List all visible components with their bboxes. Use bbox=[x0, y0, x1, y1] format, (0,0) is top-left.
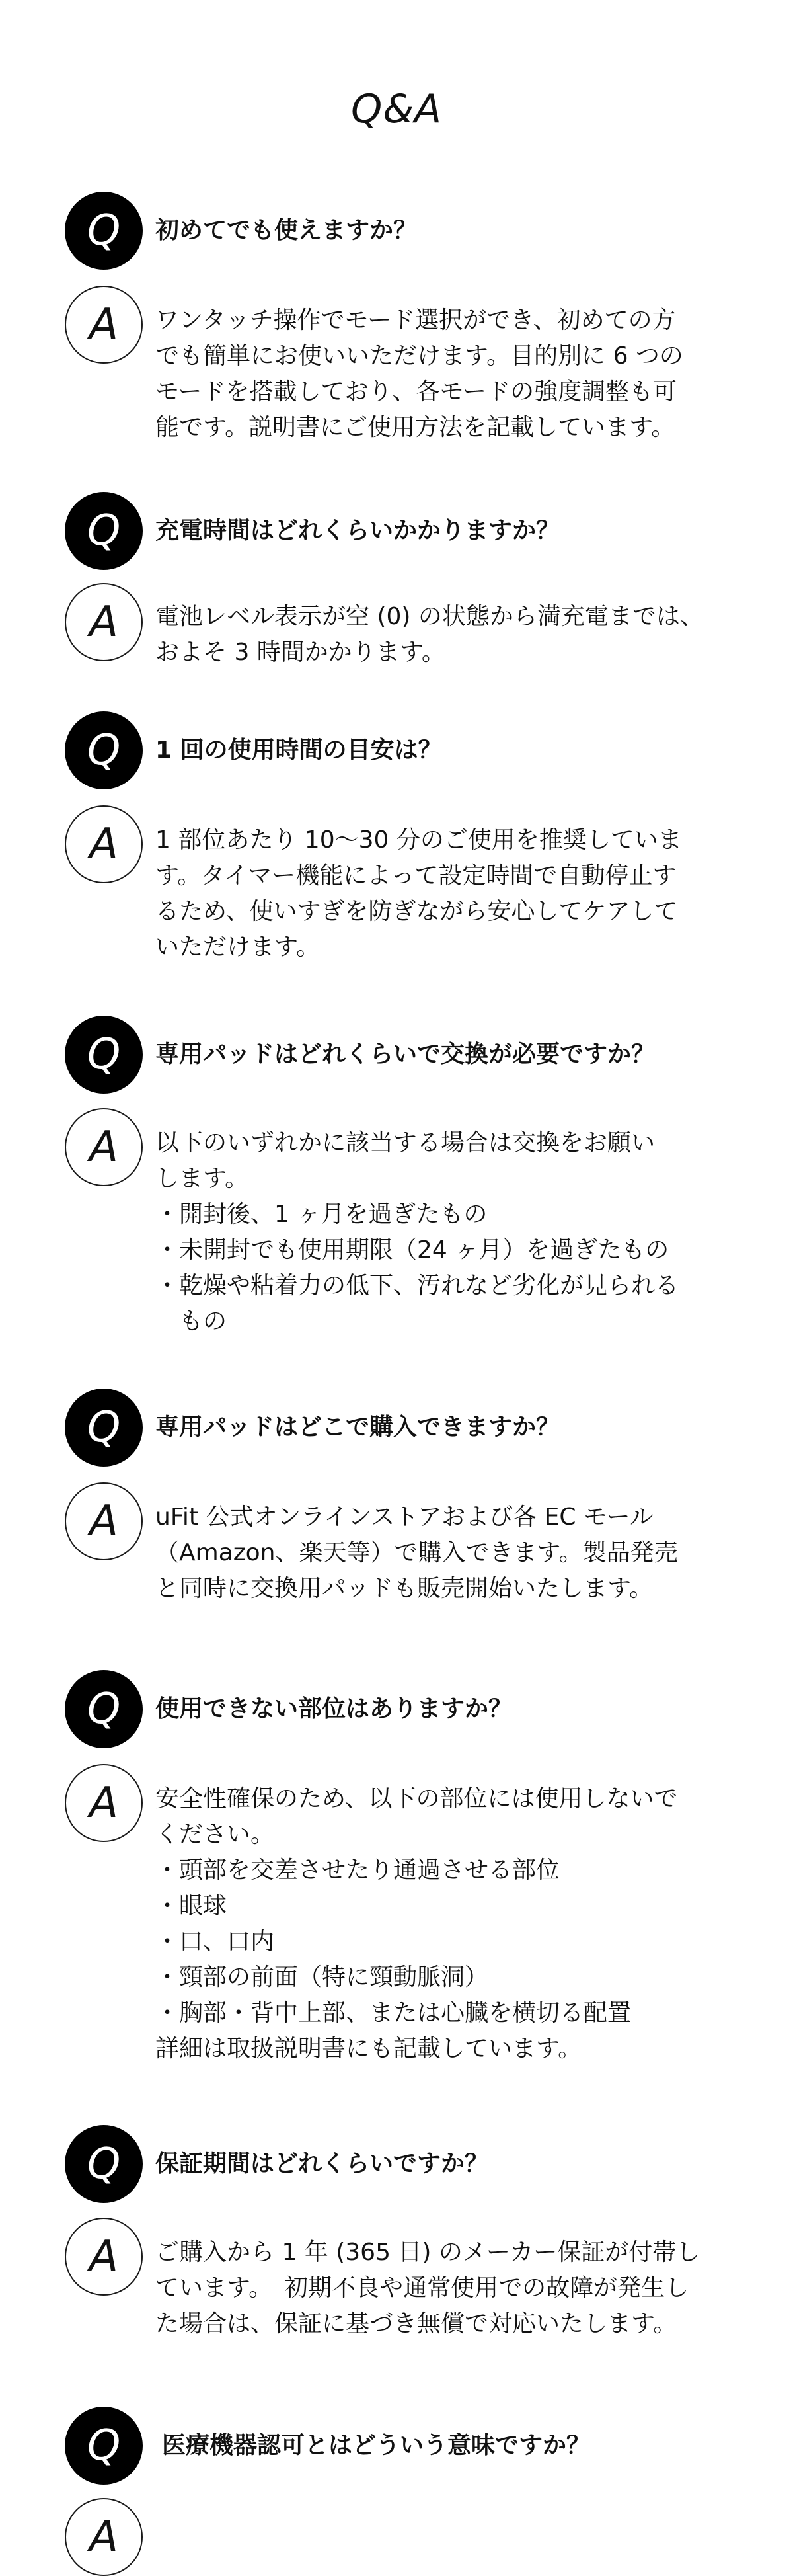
question-badge: Q bbox=[65, 1670, 143, 1748]
answer-text bbox=[155, 823, 750, 965]
question-text: 保証期間はどれくらいですか？ bbox=[155, 2150, 489, 2177]
answer-line: およそ 3 時間かかります。 bbox=[155, 639, 445, 666]
answer-line: るため、使いすぎを防ぎながら安心してケアして bbox=[155, 898, 678, 925]
question-badge: Q bbox=[65, 492, 143, 570]
question-text: 使用できない部位はありますか？ bbox=[155, 1695, 513, 1722]
answer-badge: A bbox=[65, 1482, 143, 1560]
answer-line: uFit 公式オンラインストアおよび各 EC モール bbox=[155, 1504, 654, 1531]
question-text: 初めてでも使えますか？ bbox=[155, 217, 418, 244]
question-badge: Q bbox=[65, 2125, 143, 2203]
answer-line: 電池レベル表示が空 (0) の状態から満充電までは、 bbox=[155, 603, 704, 630]
answer-line: （Amazon、楽天等）で購入できます。製品発売 bbox=[155, 1539, 678, 1566]
answer-line: た場合は、保証に基づき無償で対応いたします。 bbox=[155, 2310, 677, 2337]
question-badge: Q bbox=[65, 711, 143, 789]
question-badge: Q bbox=[65, 192, 143, 270]
answer-line: ご購入から 1 年 (365 日) のメーカー保証が付帯し bbox=[155, 2239, 700, 2266]
answer-badge: A bbox=[65, 1764, 143, 1842]
answer-text bbox=[155, 1500, 750, 1607]
answer-badge: A bbox=[65, 2498, 143, 2576]
answer-line: す。タイマー機能によって設定時間で自動停止す bbox=[155, 862, 677, 889]
answer-line: ・胸部・背中上部、または心臓を横切る配置 bbox=[155, 1999, 632, 2027]
answer-badge: A bbox=[65, 286, 143, 364]
answer-line: ワンタッチ操作でモード選択ができ、初めての方 bbox=[155, 307, 676, 334]
answer-line: 詳細は取扱説明書にも記載しています。 bbox=[155, 2035, 582, 2062]
answer-text bbox=[155, 1781, 750, 2067]
answer-line: ・眼球 bbox=[155, 1892, 227, 1919]
question-text: 医療機器認可とはどういう意味ですか？ bbox=[162, 2432, 591, 2459]
answer-line: ください。 bbox=[155, 1821, 275, 1848]
question-text: 充電時間はどれくらいかかりますか？ bbox=[155, 517, 560, 544]
answer-line: もの bbox=[155, 1308, 227, 1335]
question-text: 1 回の使用時間の目安は？ bbox=[155, 737, 442, 764]
answer-line: ・口、口内 bbox=[155, 1928, 275, 1955]
question-text: 専用パッドはどこで購入できますか？ bbox=[155, 1414, 560, 1441]
page-title: Q&A bbox=[350, 86, 443, 132]
answer-line: ・乾燥や粘着力の低下、汚れなど劣化が見られる bbox=[155, 1272, 679, 1299]
question-badge: Q bbox=[65, 1389, 143, 1467]
answer-line: 以下のいずれかに該当する場合は交換をお願い bbox=[155, 1129, 656, 1156]
answer-line: と同時に交換用パッドも販売開始いたします。 bbox=[155, 1575, 654, 1602]
answer-badge: A bbox=[65, 805, 143, 883]
answer-line: いただけます。 bbox=[155, 934, 321, 961]
answer-line: 能です。説明書にご使用方法を記載しています。 bbox=[155, 414, 675, 441]
answer-line: ・未開封でも使用期限（24 ヶ月）を過ぎたもの bbox=[155, 1236, 669, 1264]
answer-text bbox=[155, 303, 750, 446]
answer-text bbox=[155, 1125, 750, 1340]
answer-line: 安全性確保のため、以下の部位には使用しないで bbox=[155, 1785, 678, 1812]
question-badge: Q bbox=[65, 1016, 143, 1094]
answer-line: ています。 初期不良や通常使用での故障が発生し bbox=[155, 2274, 689, 2302]
answer-text bbox=[155, 2235, 750, 2342]
answer-line: ・開封後、1 ヶ月を過ぎたもの bbox=[155, 1201, 488, 1228]
answer-badge: A bbox=[65, 1108, 143, 1186]
answer-text bbox=[155, 599, 750, 670]
answer-line: でも簡単にお使いいただけます。目的別に 6 つの bbox=[155, 342, 683, 370]
answer-line: します。 bbox=[155, 1165, 249, 1192]
answer-badge: A bbox=[65, 583, 143, 661]
question-text: 専用パッドはどれくらいで交換が必要ですか？ bbox=[155, 1041, 656, 1068]
answer-line: モードを搭載しており、各モードの強度調整も可 bbox=[155, 378, 677, 405]
answer-line: ・頸部の前面（特に頸動脈洞） bbox=[155, 1964, 489, 1991]
answer-badge: A bbox=[65, 2218, 143, 2296]
answer-line: ・頭部を交差させたり通過させる部位 bbox=[155, 1857, 560, 1884]
question-badge: Q bbox=[65, 2407, 143, 2485]
answer-line: 1 部位あたり 10〜30 分のご使用を推奨していま bbox=[155, 826, 682, 854]
